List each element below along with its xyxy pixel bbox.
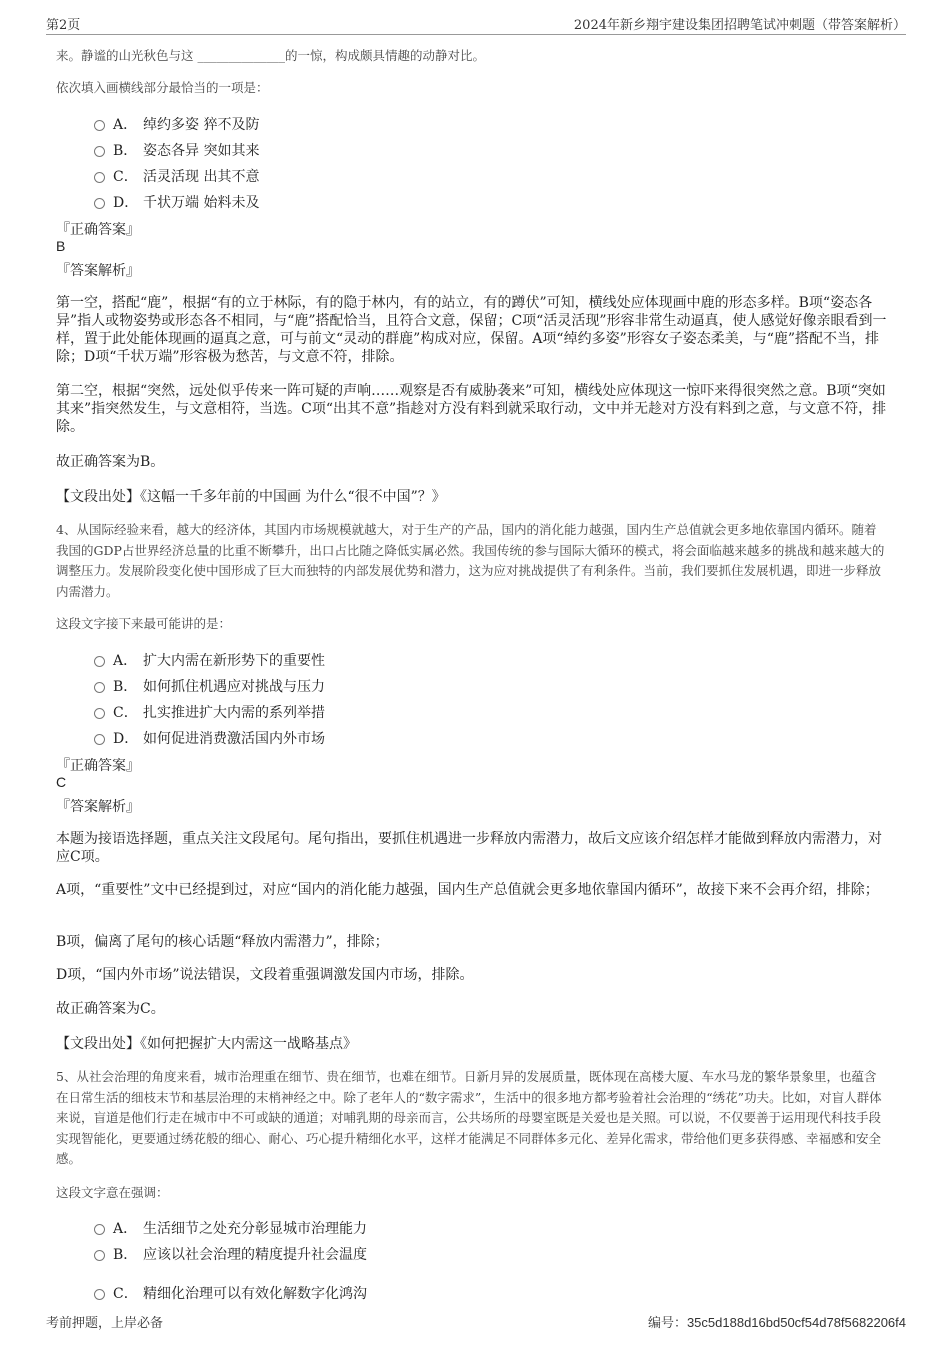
q3-answer-label: 『正确答案』 [56,222,140,238]
radio-icon[interactable] [94,172,105,183]
q3-tail-text: 来。静谧的山光秋色与这 ______________的一惊，构成颇具情趣的动静对比。 [56,48,485,63]
page-number: 第2页 [46,18,81,33]
q3-analysis-1: 第一空，搭配“鹿”，根据“有的立于林际，有的隐于林内，有的站立，有的蹲伏”可知，横线处应体现画中鹿的形态多样。B项“姿态各异”指人或物姿势或形态各不相同，与“鹿”搭配恰当，且符合文意，保留；C项“活灵活现”形容非常生动逼真，使人感觉好像亲眼看到一样，置于此处能体现画的逼真之意，可与前文“灵动的群鹿”构成对应，保留。A项“绰约多姿”形容女子姿态柔美，与“鹿”搭配不当，排除；D项“千状万端”形容极为愁苦，与文意不符，排除。 [56,295,887,365]
q5-text: 5、从社会治理的角度来看，城市治理重在细节、贵在细节，也难在细节。日新月异的发展质量，既体现在高楼大厦、车水马龙的繁华景象里，也蕴含在日常生活的细枝末节和基层治理的末梢神经之中。除了老年人的“数字需求”，生活中的很多地方都考验着社会治理的“绣花”功夫。比如，对盲人群体来说，盲道是他们行走在城市中不可或缺的通道；对哺乳期的母亲而言，公共场所的母婴室既是关爱也是关照。可以说，不仅要善于运用现代科技手段实现智能化，更要通过绣花般的细心、耐心、巧心提升精细化水平，这样才能满足不同群体多元化、差异化需求，带给他们更多获得感、幸福感和安全感。 [56,1069,882,1166]
q4-analysis-3: B项，偏离了尾句的核心话题“释放内需潜力”，排除； [56,934,389,950]
radio-icon[interactable] [94,1289,105,1300]
q4-option-d[interactable]: D． 如何促进消费激活国内外市场 [94,728,325,748]
q5-option-c[interactable]: C． 精细化治理可以有效化解数字化鸿沟 [94,1283,367,1303]
q3-option-d[interactable]: D． 千状万端 始料未及 [94,192,259,212]
q4-option-c[interactable]: C． 扎实推进扩大内需的系列举措 [94,702,325,722]
q3-analysis-2: 第二空，根据“突然，远处似乎传来一阵可疑的声响……观察是否有威胁袭来”可知，横线处应体现这一惊吓来得很突然之意。B项“突如其来”指突然发生，与文意相符，当选。C项“出其不意”指趁对方没有料到就采取行动，文中并无趁对方没有料到之意，与文意不符，排除。 [56,383,887,435]
radio-icon[interactable] [94,1224,105,1235]
q4-analysis-5: 故正确答案为C。 [56,1001,165,1017]
q3-analysis-3: 故正确答案为B。 [56,454,165,470]
q3-prompt: 依次填入画横线部分最恰当的一项是： [56,80,269,95]
q5-option-a[interactable]: A． 生活细节之处充分彰显城市治理能力 [94,1218,367,1238]
document-title: 2024年新乡翔宇建设集团招聘笔试冲刺题（带答案解析） [573,18,906,33]
q3-analysis-label: 『答案解析』 [56,263,140,279]
document-code: 编号：35c5d188d16bd50cf54d78f5682206f4 [647,1315,906,1330]
q3-option-b[interactable]: B． 姿态各异 突如其来 [94,140,259,160]
radio-icon[interactable] [94,146,105,157]
q4-analysis-2: A项，“重要性”文中已经提到过，对应“国内的消化能力越强，国内生产总值就会更多地依靠国内循环”，故接下来不会再介绍，排除； [56,882,879,898]
q3-answer: B [56,238,66,254]
q4-source: 【文段出处】《如何把握扩大内需这一战略基点》 [56,1036,357,1052]
radio-icon[interactable] [94,734,105,745]
q5-prompt: 这段文字意在强调： [56,1185,169,1200]
q4-answer: C [56,774,67,790]
q4-text: 4、从国际经验来看，越大的经济体，其国内市场规模就越大，对于生产的产品，国内的消化能力越强，国内生产总值就会更多地依靠国内循环。随着我国的GDP占世界经济总量的比重不断攀升，出口占比随之降低实属必然。我国传统的参与国际大循环的模式，将会面临越来越多的挑战和越来越大的调整压力。发展阶段变化使中国形成了巨大而独特的内部发展优势和潜力，这为应对挑战提供了有利条件。当前，我们要抓住发展机遇，即进一步释放内需潜力。 [56,522,885,599]
q3-option-a[interactable]: A． 绰约多姿 猝不及防 [94,114,259,134]
radio-icon[interactable] [94,656,105,667]
q4-option-b[interactable]: B． 如何抓住机遇应对挑战与压力 [94,676,325,696]
q5-option-b[interactable]: B． 应该以社会治理的精度提升社会温度 [94,1244,367,1264]
radio-icon[interactable] [94,708,105,719]
footer-slogan: 考前押题，上岸必备 [46,1316,164,1331]
radio-icon[interactable] [94,682,105,693]
q4-prompt: 这段文字接下来最可能讲的是： [56,616,232,631]
page-header [46,12,906,35]
radio-icon[interactable] [94,120,105,131]
q4-analysis-4: D项，“国内外市场”说法错误，文段着重强调激发国内市场，排除。 [56,967,474,983]
radio-icon[interactable] [94,198,105,209]
q4-option-a[interactable]: A． 扩大内需在新形势下的重要性 [94,650,325,670]
page-footer [46,1312,906,1331]
q4-answer-label: 『正确答案』 [56,758,140,774]
radio-icon[interactable] [94,1250,105,1261]
q4-analysis-label: 『答案解析』 [56,799,140,815]
q4-analysis-1: 本题为接语选择题，重点关注文段尾句。尾句指出，要抓住机遇进一步释放内需潜力，故后文应该介绍怎样才能做到释放内需潜力，对应C项。 [56,831,882,865]
q3-source: 【文段出处】《这幅一千多年前的中国画 为什么“很不中国”？》 [56,489,446,505]
q3-option-c[interactable]: C． 活灵活现 出其不意 [94,166,259,186]
